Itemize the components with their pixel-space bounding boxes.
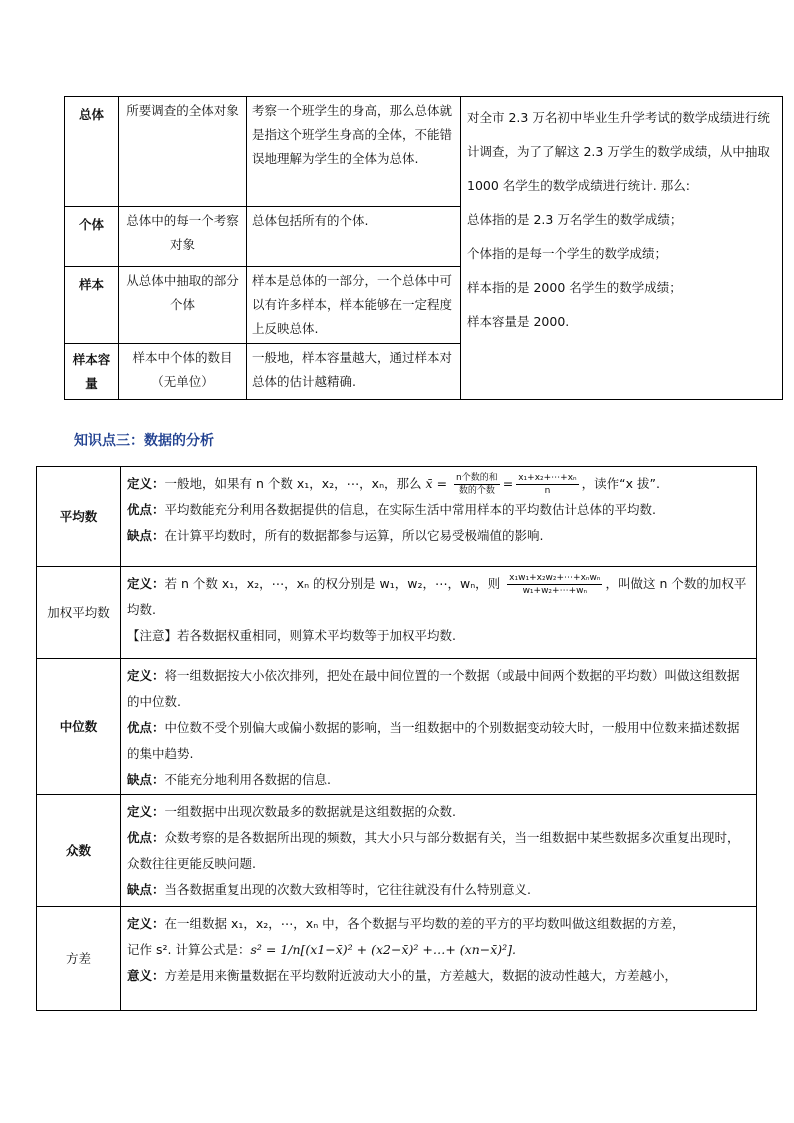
advantage-label: 优点： bbox=[127, 720, 165, 735]
definition-text: 一组数据中出现次数最多的数据就是这组数据的众数. bbox=[164, 804, 456, 819]
meaning-line bbox=[127, 963, 750, 989]
example-cell bbox=[461, 97, 783, 400]
disadvantage-line bbox=[127, 523, 750, 549]
mean-fraction bbox=[454, 472, 500, 497]
definition-text: 记作 s². 计算公式是： bbox=[127, 942, 251, 957]
term-cell: 中位数 bbox=[37, 659, 121, 795]
advantage-line bbox=[127, 825, 750, 877]
note-cell: 一般地，样本容量越大，通过样本对总体的估计越精确. bbox=[247, 344, 461, 400]
mean-formula-fraction bbox=[516, 472, 578, 497]
term-cell: 总体 bbox=[65, 97, 119, 207]
example-line: 个体指的是每一个学生的数学成绩； bbox=[467, 246, 668, 261]
definition-cell: 总体中的每一个考察对象 bbox=[119, 207, 247, 267]
fraction-denominator: n bbox=[544, 486, 551, 496]
definition-text: 在一组数据 x₁，x₂，⋯，xₙ 中，各个数据与平均数的差的平方的平均数叫做这组数据的方差， bbox=[164, 916, 685, 931]
definition-cell: 样本中个体的数目（无单位） bbox=[119, 344, 247, 400]
definition-label: 定义： bbox=[127, 804, 165, 819]
definition-label: 定义： bbox=[127, 576, 165, 591]
fraction-numerator: x₁w₁+x₂w₂+⋯+xₙwₙ bbox=[509, 573, 601, 583]
definition-line bbox=[127, 911, 750, 937]
section-title: 知识点三：数据的分析 bbox=[74, 433, 214, 449]
variance-formula: s² = 1/n[(x1−x̄)² + (x2−x̄)² +…+ (xn−x̄)²]. bbox=[250, 942, 517, 957]
fraction-denominator: 数的个数 bbox=[458, 486, 495, 496]
advantage-text: 平均数能充分利用各数据提供的信息，在实际生活中常用样本的平均数估计总体的平均数. bbox=[164, 502, 656, 517]
example-line: 总体指的是 2.3 万名学生的数学成绩； bbox=[467, 212, 683, 227]
disadvantage-text: 当各数据重复出现的次数大致相等时，它往往就没有什么特别意义. bbox=[164, 882, 531, 897]
definition-label: 定义： bbox=[127, 476, 165, 491]
term-cell: 个体 bbox=[65, 207, 119, 267]
definition-cell: 所要调查的全体对象 bbox=[119, 97, 247, 207]
fraction-denominator: w₁+w₂+⋯+wₙ bbox=[522, 586, 588, 596]
table-row bbox=[37, 795, 757, 907]
definition-label: 定义： bbox=[127, 916, 165, 931]
example-line: 样本指的是 2000 名学生的数学成绩； bbox=[467, 280, 682, 295]
note-cell: 样本是总体的一部分，一个总体中可以有许多样本，样本能够在一定程度上反映总体. bbox=[247, 267, 461, 344]
example-line: 对全市 2.3 万名初中毕业生升学考试的数学成绩进行统计调查，为了了解这 2.3 万学生的数学成绩，从中抽取 1000 名学生的数学成绩进行统计. 那么: bbox=[467, 110, 770, 193]
term-cell: 加权平均数 bbox=[37, 567, 121, 659]
advantage-label: 优点： bbox=[127, 830, 165, 845]
x-bar-symbol: x̄ = bbox=[425, 476, 448, 491]
disadvantage-label: 缺点： bbox=[127, 772, 165, 787]
data-analysis-table bbox=[36, 466, 757, 1011]
disadvantage-text: 在计算平均数时，所有的数据都参与运算，所以它易受极端值的影响. bbox=[164, 528, 544, 543]
definition-cell: 从总体中抽取的部分个体 bbox=[119, 267, 247, 344]
advantage-label: 优点： bbox=[127, 502, 165, 517]
note-cell: 考察一个班学生的身高，那么总体就是指这个班学生身高的全体，不能错误地理解为学生的全体为总体. bbox=[247, 97, 461, 207]
definition-text: 一般地，如果有 n 个数 x₁，x₂，⋯，xₙ，那么 bbox=[164, 476, 422, 491]
definition-text: 将一组数据按大小依次排列，把处在最中间位置的一个数据（或最中间两个数据的平均数）叫做这组数据的中位数. bbox=[127, 668, 740, 709]
body-cell bbox=[121, 467, 757, 567]
body-cell bbox=[121, 659, 757, 795]
note-line: 【注意】若各数据权重相同，则算术平均数等于加权平均数. bbox=[127, 628, 456, 643]
advantage-text: 众数考察的是各数据所出现的频数，其大小只与部分数据有关，当一组数据中某些数据多次重复出现时，众数往往更能反映问题. bbox=[127, 830, 740, 871]
disadvantage-line bbox=[127, 877, 750, 903]
definition-line bbox=[127, 571, 750, 623]
table-row bbox=[37, 467, 757, 567]
advantage-text: 中位数不受个别偏大或偏小数据的影响，当一组数据中的个别数据变动较大时，一般用中位数来描述数据的集中趋势. bbox=[127, 720, 740, 761]
formula-line bbox=[127, 937, 750, 963]
fraction-numerator: x₁+x₂+⋯+xₙ bbox=[518, 473, 577, 483]
meaning-label: 意义： bbox=[127, 968, 165, 983]
term-cell: 样本容量 bbox=[65, 344, 119, 400]
advantage-line bbox=[127, 715, 750, 767]
term-cell: 众数 bbox=[37, 795, 121, 907]
example-line: 样本容量是 2000. bbox=[467, 314, 570, 329]
meaning-text: 方差是用来衡量数据在平均数附近波动大小的量，方差越大，数据的波动性越大，方差越小， bbox=[164, 968, 678, 983]
concepts-table bbox=[64, 96, 783, 400]
table-row bbox=[37, 567, 757, 659]
definition-label: 定义： bbox=[127, 668, 165, 683]
definition-text: ，读作“x 拔”. bbox=[581, 476, 660, 491]
table-row bbox=[65, 97, 783, 207]
term-cell: 平均数 bbox=[37, 467, 121, 567]
table-row bbox=[37, 907, 757, 1011]
note-cell: 总体包括所有的个体. bbox=[247, 207, 461, 267]
definition-text: 若 n 个数 x₁，x₂，⋯，xₙ 的权分别是 w₁，w₂，⋯，wₙ，则 bbox=[164, 576, 501, 591]
definition-line bbox=[127, 799, 750, 825]
body-cell bbox=[121, 567, 757, 659]
weighted-fraction bbox=[507, 572, 602, 597]
disadvantage-text: 不能充分地利用各数据的信息. bbox=[164, 772, 331, 787]
body-cell bbox=[121, 907, 757, 1011]
body-cell bbox=[121, 795, 757, 907]
disadvantage-label: 缺点： bbox=[127, 528, 165, 543]
table-row bbox=[37, 659, 757, 795]
advantage-line bbox=[127, 497, 750, 523]
definition-line bbox=[127, 663, 750, 715]
term-cell: 方差 bbox=[37, 907, 121, 1011]
definition-text: ，叫做这 n 个数的加权平均数. bbox=[127, 576, 747, 617]
disadvantage-label: 缺点： bbox=[127, 882, 165, 897]
definition-line: 定义：一般地，如果有 n 个数 x₁，x₂，⋯，xₙ，那么 x̄ = $\frac{\text{n个数的和}}{\text{数的个数}}$ = $\frac{\text{x₁+x₂+⋯+xₙ}}{n}$ ，读作“x 拔”. bbox=[127, 473, 660, 496]
term-cell: 样本 bbox=[65, 267, 119, 344]
fraction-numerator: n个数的和 bbox=[456, 473, 498, 483]
disadvantage-line bbox=[127, 767, 750, 793]
